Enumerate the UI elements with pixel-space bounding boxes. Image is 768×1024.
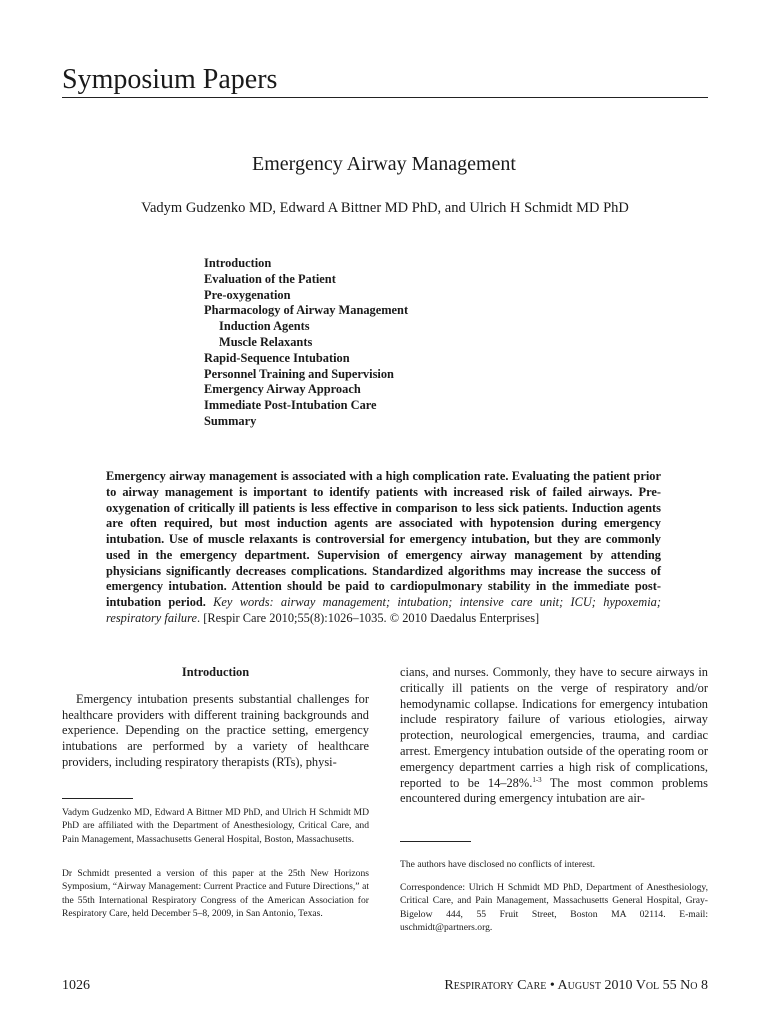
toc-item: Pharmacology of Airway Management — [204, 303, 409, 318]
toc-item: Rapid-Sequence Intubation — [204, 350, 350, 365]
abstract-keywords: Key words: airway management; intubation; intensive care unit; ICU; hypoxemia; respiratory failure — [106, 595, 661, 625]
footnote-correspondence: Correspondence: Ulrich H Schmidt MD PhD, Department of Anesthesiology, Critical Care, and Pain Management, Massachusetts General Hospital, Gray-Bigelow 444, 55 Fruit Street, Boston MA 02114. E-mail: uschmidt@partners.org. — [400, 882, 708, 933]
abstract-citation: [Respir Care 2010;55(8):1026–1035. © 2010 Daedalus Enterprises] — [203, 610, 540, 625]
footnote-rule — [62, 798, 133, 799]
toc-item: Pre-oxygenation — [204, 287, 291, 302]
toc-item: Immediate Post-Intubation Care — [204, 398, 377, 413]
toc-item: Summary — [204, 413, 257, 428]
article-authors: Vadym Gudzenko MD, Edward A Bittner MD PhD, and Ulrich H Schmidt MD PhD — [141, 200, 629, 216]
paragraph-text: cians, and nurses. Commonly, they have to secure airways in critically ill patients on the verge of respiratory and/or hemodynamic collapse. Indications for emergency intubation include respiratory failure of various etiologies, airway protection, neurological emergencies, trauma, and cardiac arrest. Emergency intubation outside of the operating room or emergency department carries a high risk of complications, reported to be 14–28%. — [400, 665, 708, 790]
table-of-contents — [204, 256, 408, 430]
header-rule — [62, 97, 708, 98]
toc-item: Evaluation of the Patient — [204, 271, 336, 286]
left-column — [62, 665, 369, 771]
abstract-body: Emergency airway management is associated with a high complication rate. Evaluating the patient prior to airway management is important to identify patients with increased risk of failed airways. Pre-oxygenation of critically ill patients is less effective in comparison to less sick patients. Induction agents are often required, but most induction agents are associated with hypotension during emergency intubation. Use of muscle relaxants is controversial for emergency intubation, but they are commonly used in the emergency department. Supervision of emergency airway management by attending physicians significantly decreases complications. Standardized algorithms may increase the success of emergency intubation. Attention should be paid to cardiopulmonary stability in the immediate post-intubation period. — [106, 469, 661, 609]
toc-item: Introduction — [204, 256, 272, 270]
footnote-affiliation: Vadym Gudzenko MD, Edward A Bittner MD PhD, and Ulrich H Schmidt MD PhD are affiliated with the Department of Anesthesiology, Critical Care, and Pain Management, Massachusetts General Hospital, Boston, Massachusetts. — [62, 807, 369, 845]
page-number: 1026 — [62, 978, 90, 993]
toc-item: Personnel Training and Supervision — [204, 366, 394, 381]
section-heading-introduction: Introduction — [181, 665, 250, 679]
toc-subitem: Muscle Relaxants — [219, 334, 313, 349]
paragraph: Emergency intubation presents substantial challenges for healthcare providers with different training backgrounds and experience. Depending on the practice setting, emergency intubations are performed by a variety of healthcare providers, including respiratory therapists (RTs), physi- — [62, 691, 369, 769]
paragraph — [400, 665, 708, 807]
abstract: Emergency airway management is associated with a high complication rate. Evaluating the patient prior to airway management is important to identify patients with increased risk of failed airways. Pre-oxygenation of critically ill patients is less effective in comparison to less sick patients. Induction agents are often required, but most induction agents are associated with hypotension during emergency intubation. Use of muscle relaxants is controversial for emergency intubation, but they are commonly used in the emergency department. Supervision of emergency airway management by attending physicians significantly decreases complications. Standardized algorithms may increase the success of emergency intubation. Attention should be paid to cardiopulmonary stability in the immediate post-intubation period. Key words: airway management; intubation; intensive care unit; ICU; hypoxemia; respiratory failure. [Respir Care 2010;55(8):1026–1035. © 2010 Daedalus Enterprises] — [106, 469, 661, 625]
footnote-conflicts: The authors have disclosed no conflicts of interest. — [400, 859, 596, 870]
reference-superscript: 1-3 — [532, 775, 542, 784]
footnote-presentation: Dr Schmidt presented a version of this paper at the 25th New Horizons Symposium, “Airway Management: Current Practice and Future Directions,” at the 55th International Respiratory Congress of the American Association for Respiratory Care, held December 5–8, 2009, in San Antonio, Texas. — [62, 868, 369, 919]
article-title: Emergency Airway Management — [252, 153, 516, 175]
footnote-rule — [400, 841, 471, 842]
journal-footer: Respiratory Care • August 2010 Vol 55 No 8 — [444, 978, 708, 993]
section-title: Symposium Papers — [62, 64, 278, 95]
toc-subitem: Induction Agents — [219, 319, 310, 334]
paragraph-text: The most common problems encountered during emergency intubation are air- — [400, 775, 708, 806]
right-column — [400, 665, 708, 807]
toc-item: Emergency Airway Approach — [204, 382, 361, 397]
